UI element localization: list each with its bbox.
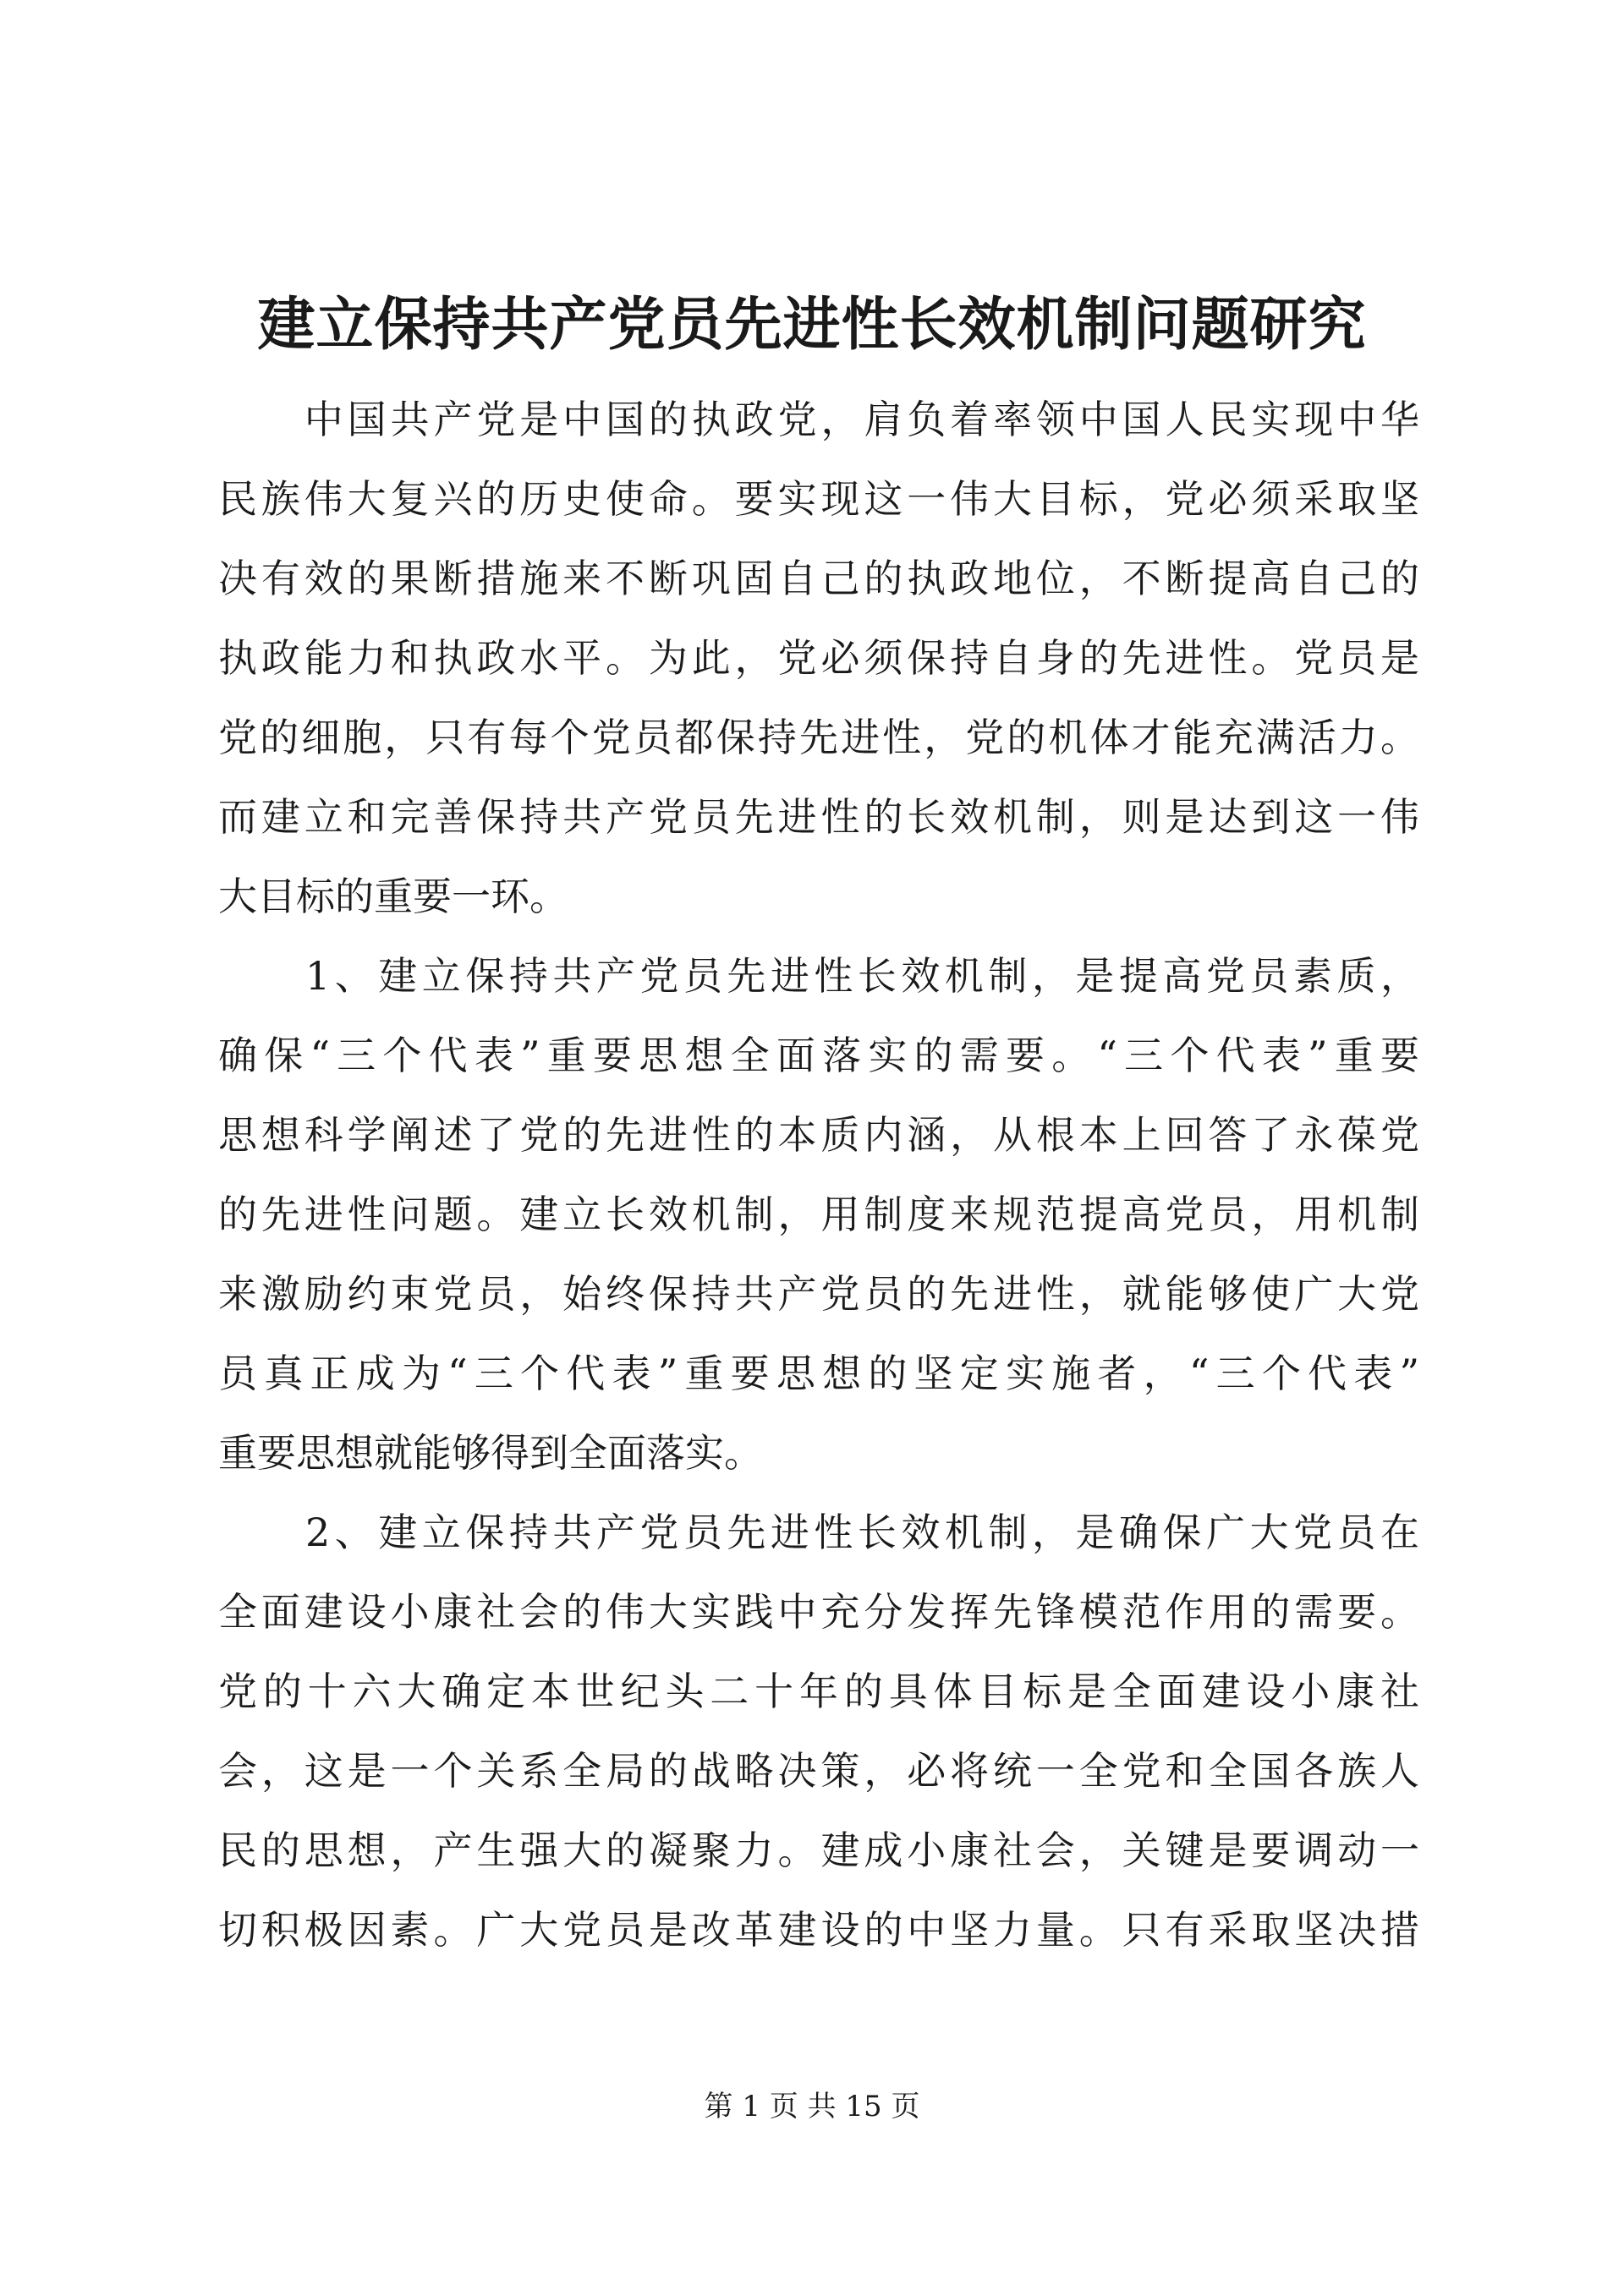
body-line: 思想科学阐述了党的先进性的本质内涵，从根本上回答了永葆党 [218, 1112, 1419, 1158]
body-line: 切积极因素。广大党员是改革建设的中坚力量。只有采取坚决措 [218, 1907, 1419, 1953]
body-line: 员真正成为“三个代表”重要思想的坚定实施者，“三个代表” [218, 1351, 1419, 1396]
document-title: 建立保持共产党员先进性长效机制问题研究 [257, 291, 1367, 359]
body-line: 确保“三个代表”重要思想全面落实的需要。“三个代表”重要 [218, 1033, 1419, 1078]
body-line: 而建立和完善保持共产党员先进性的长效机制，则是达到这一伟 [218, 794, 1419, 840]
body-line: 1、建立保持共产党员先进性长效机制，是提高党员素质， [218, 953, 1419, 999]
body-line: 会，这是一个关系全局的战略决策，必将统一全党和全国各族人 [218, 1748, 1419, 1794]
page-footer: 第 1 页 共 15 页 [704, 2090, 920, 2123]
body-line: 的先进性问题。建立长效机制，用制度来规范提高党员，用机制 [218, 1192, 1419, 1237]
body-line: 重要思想就能够得到全面落实。 [218, 1430, 763, 1476]
body-line: 来激励约束党员，始终保持共产党员的先进性，就能够使广大党 [218, 1271, 1419, 1317]
body-line: 2、建立保持共产党员先进性长效机制，是确保广大党员在 [218, 1510, 1419, 1555]
body-line: 党的细胞，只有每个党员都保持先进性，党的机体才能充满活力。 [218, 715, 1419, 760]
body-line: 全面建设小康社会的伟大实践中充分发挥先锋模范作用的需要。 [218, 1589, 1419, 1635]
body-line: 执政能力和执政水平。为此，党必须保持自身的先进性。党员是 [218, 635, 1419, 681]
body-line: 民族伟大复兴的历史使命。要实现这一伟大目标，党必须采取坚 [218, 476, 1419, 522]
body-line: 民的思想，产生强大的凝聚力。建成小康社会，关键是要调动一 [218, 1827, 1419, 1873]
body-line: 党的十六大确定本世纪头二十年的具体目标是全面建设小康社 [218, 1669, 1419, 1714]
body-line: 大目标的重要一环。 [218, 874, 568, 919]
body-line: 决有效的果断措施来不断巩固自己的执政地位，不断提高自己的 [218, 556, 1419, 601]
body-line: 中国共产党是中国的执政党，肩负着率领中国人民实现中华 [218, 397, 1419, 442]
